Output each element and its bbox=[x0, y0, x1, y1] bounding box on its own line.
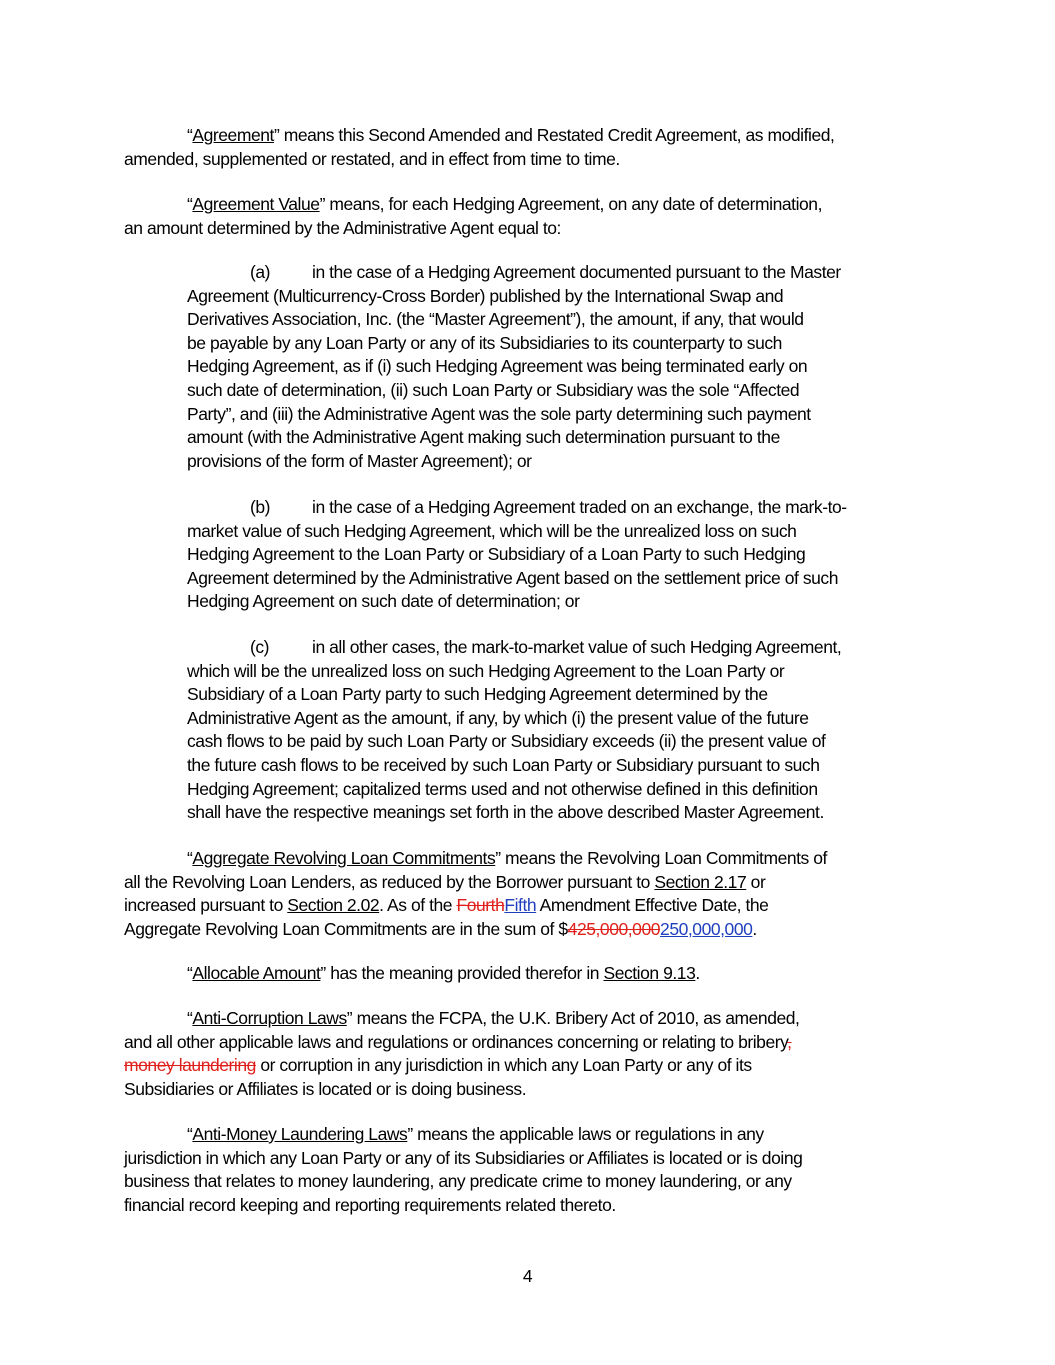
defined-term: Agreement bbox=[192, 125, 274, 145]
definition-text: or corruption in any jurisdiction in which any Loan Party or any of its bbox=[255, 1055, 752, 1076]
defined-term: Allocable Amount bbox=[192, 963, 321, 983]
clause-text: Agreement (Multicurrency-Cross Border) published by the International Swap and bbox=[187, 285, 784, 306]
line bbox=[124, 124, 936, 148]
definition-text: or bbox=[746, 871, 766, 892]
clause-text: Administrative Agent as the amount, if any, by which (i) the present value of the future bbox=[187, 707, 809, 728]
clause-text: be payable by any Loan Party or any of its Subsidiaries to its counterparty to such bbox=[187, 332, 782, 353]
clause-text: Hedging Agreement to the Loan Party or Subsidiary of a Loan Party to such Hedging bbox=[187, 544, 806, 565]
inserted-text: 250,000,000 bbox=[660, 918, 753, 939]
inserted-text: Fifth bbox=[504, 895, 537, 916]
definition-agreement bbox=[124, 124, 936, 171]
section-reference: Section 9.13 bbox=[603, 963, 696, 983]
open-quote: “ bbox=[187, 125, 193, 145]
definition-text: . bbox=[695, 963, 700, 983]
clause-text: cash flows to be paid by such Loan Party or Subsidiary exceeds (ii) the present value of bbox=[187, 731, 826, 752]
open-quote: “ bbox=[187, 194, 193, 214]
clause-text: provisions of the form of Master Agreement); or bbox=[187, 450, 532, 471]
clause-text: in all other cases, the mark-to-market value of such Hedging Agreement, bbox=[312, 637, 842, 657]
definition-text: Amendment Effective Date, the bbox=[536, 895, 769, 916]
clause-text: Subsidiary of a Loan Party party to such Hedging Agreement determined by the bbox=[187, 684, 768, 705]
deleted-text: money laundering bbox=[124, 1055, 256, 1076]
definition-allocable-amount bbox=[124, 962, 936, 986]
defined-term: Anti-Corruption Laws bbox=[192, 1008, 347, 1028]
definition-text: ” means this Second Amended and Restated Credit Agreement, as modified, bbox=[273, 125, 835, 145]
clause-text: such date of determination, (ii) such Loan Party or Subsidiary was the sole “Affected bbox=[187, 379, 800, 400]
line bbox=[124, 193, 936, 217]
clause-label: (c) bbox=[250, 637, 270, 657]
defined-term: Aggregate Revolving Loan Commitments bbox=[192, 848, 496, 868]
definition-text: ” means the applicable laws or regulations in any bbox=[407, 1124, 764, 1144]
line bbox=[124, 962, 936, 986]
line bbox=[124, 847, 936, 871]
clause-text: Party”, and (iii) the Administrative Agent was the sole party determining such payment bbox=[187, 403, 811, 424]
clause-text: in the case of a Hedging Agreement documented pursuant to the Master bbox=[312, 262, 841, 282]
clause-text: Hedging Agreement on such date of determination; or bbox=[187, 591, 580, 612]
line bbox=[124, 871, 936, 895]
definition-text: financial record keeping and reporting requirements related thereto. bbox=[124, 1194, 616, 1215]
defined-term: Agreement Value bbox=[192, 194, 320, 214]
definition-agreement-value bbox=[124, 193, 936, 240]
definition-text: Subsidiaries or Affiliates is located or is doing business. bbox=[124, 1078, 527, 1099]
open-quote: “ bbox=[187, 1008, 193, 1028]
clause-text: Derivatives Association, Inc. (the “Master Agreement”), the amount, if any, that would bbox=[187, 309, 804, 330]
line bbox=[124, 1007, 936, 1031]
definition-text: and all other applicable laws and regulations or ordinances concerning or relating to bribery bbox=[124, 1031, 788, 1052]
line bbox=[124, 894, 936, 918]
definition-text: business that relates to money laundering, any predicate crime to money laundering, or any bbox=[124, 1171, 792, 1192]
definition-text: all the Revolving Loan Lenders, as reduced by the Borrower pursuant to bbox=[124, 871, 655, 892]
open-quote: “ bbox=[187, 963, 193, 983]
open-quote: “ bbox=[187, 1124, 193, 1144]
definition-text: Aggregate Revolving Loan Commitments are in the sum of $ bbox=[124, 918, 568, 939]
definition-text: jurisdiction in which any Loan Party or any of its Subsidiaries or Affiliates is located or is doing bbox=[124, 1147, 803, 1168]
section-reference: Section 2.02 bbox=[287, 895, 380, 916]
line bbox=[124, 1123, 936, 1147]
definition-text: ” means the FCPA, the U.K. Bribery Act of 2010, as amended, bbox=[346, 1008, 800, 1028]
clause-text: which will be the unrealized loss on such Hedging Agreement to the Loan Party or bbox=[187, 660, 785, 681]
page-number: 4 bbox=[522, 1266, 533, 1286]
definition-text: an amount determined by the Administrative Agent equal to: bbox=[124, 217, 561, 238]
line bbox=[124, 918, 936, 942]
definition-text: ” means, for each Hedging Agreement, on any date of determination, bbox=[319, 194, 823, 214]
definition-text: amended, supplemented or restated, and in effect from time to time. bbox=[124, 148, 620, 169]
definition-text: increased pursuant to bbox=[124, 895, 288, 916]
line bbox=[187, 636, 935, 660]
clause-label: (a) bbox=[250, 262, 271, 282]
line bbox=[124, 1031, 936, 1055]
deleted-text: 425,000,000 bbox=[567, 918, 661, 939]
clause-text: Hedging Agreement; capitalized terms used and not otherwise defined in this definition bbox=[187, 778, 818, 799]
definition-text: ” means the Revolving Loan Commitments of bbox=[495, 848, 827, 868]
clause-b bbox=[187, 496, 935, 614]
clause-text: Hedging Agreement, as if (i) such Hedging Agreement was being terminated early on bbox=[187, 356, 808, 377]
clause-text: the future cash flows to be received by such Loan Party or Subsidiary pursuant to such bbox=[187, 754, 820, 775]
definition-text: . bbox=[752, 918, 757, 939]
definition-text: . As of the bbox=[379, 895, 457, 916]
line bbox=[187, 496, 935, 520]
section-reference: Section 2.17 bbox=[654, 871, 747, 892]
definition-anti-corruption-laws bbox=[124, 1007, 936, 1101]
clause-text: amount (with the Administrative Agent making such determination pursuant to the bbox=[187, 427, 780, 448]
clause-a bbox=[187, 261, 935, 473]
open-quote: “ bbox=[187, 848, 193, 868]
deleted-text: , bbox=[787, 1031, 792, 1052]
deleted-text: Fourth bbox=[456, 895, 505, 916]
defined-term: Anti-Money Laundering Laws bbox=[192, 1124, 408, 1144]
definition-aggregate-commitments bbox=[124, 847, 936, 941]
line bbox=[124, 1054, 936, 1078]
clause-text: shall have the respective meanings set forth in the above described Master Agreement. bbox=[187, 802, 824, 823]
definition-anti-money-laundering-laws bbox=[124, 1123, 936, 1217]
definition-text: ” has the meaning provided therefor in bbox=[320, 963, 604, 983]
clause-text: Agreement determined by the Administrative Agent based on the settlement price of such bbox=[187, 567, 839, 588]
clause-label: (b) bbox=[250, 497, 271, 517]
clause-text: market value of such Hedging Agreement, which will be the unrealized loss on such bbox=[187, 520, 797, 541]
clause-text: in the case of a Hedging Agreement traded on an exchange, the mark-to- bbox=[312, 497, 847, 517]
line bbox=[187, 261, 935, 285]
clause-c bbox=[187, 636, 935, 825]
